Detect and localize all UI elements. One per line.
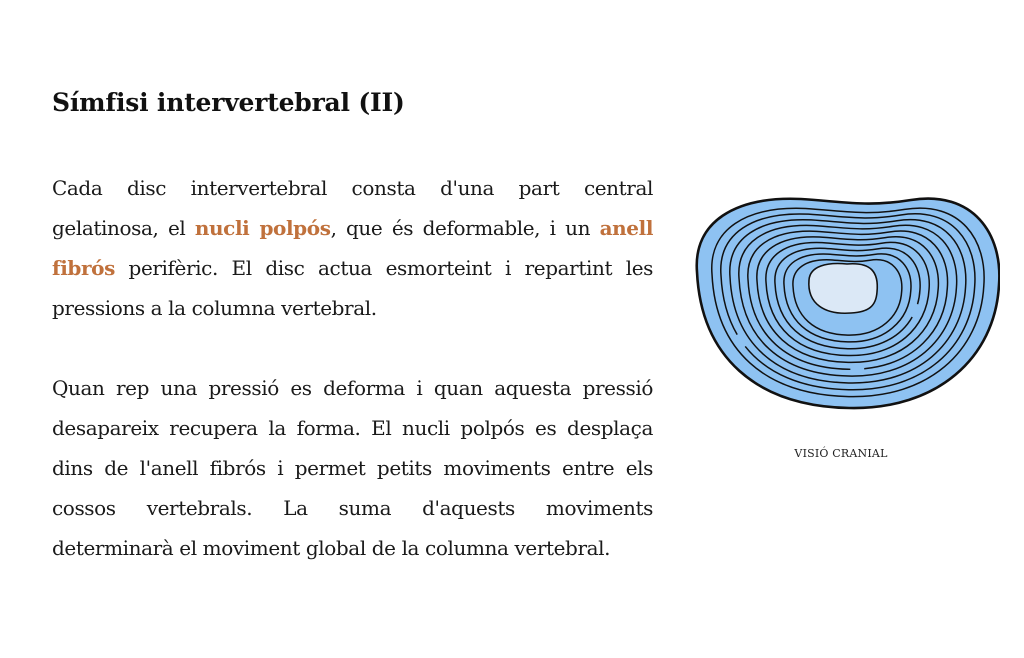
paragraph-disc-structure — [52, 168, 653, 328]
slide-title: Símfisi intervertebral (II) — [52, 88, 405, 117]
intervertebral-disc-illustration — [694, 195, 1000, 413]
paragraph-text: Cada disc intervertebral consta d'una part central gelatinosa, el — [52, 176, 653, 240]
paragraph-text: , que és deformable, i un — [330, 216, 600, 240]
term-nucli-polpos: nucli polpós — [194, 216, 331, 240]
paragraph-disc-movement: Quan rep una pressió es deforma i quan aquesta pressió desapareix recupera la forma. El nucli polpós es desplaça dins de l'anell fibrós i permet petits moviments entre els cossos vertebrals. La suma d'aquests moviments determinarà el moviment global de la columna vertebral. — [52, 376, 653, 560]
figure-caption: VISIÓ CRANIAL — [794, 447, 888, 460]
paragraph-text: perifèric. El disc actua esmorteint i repartint les pressions a la columna vertebral. — [52, 256, 653, 320]
nucleus-pulposus — [809, 264, 877, 314]
term-anell-fibros: anell fibrós — [52, 216, 654, 280]
